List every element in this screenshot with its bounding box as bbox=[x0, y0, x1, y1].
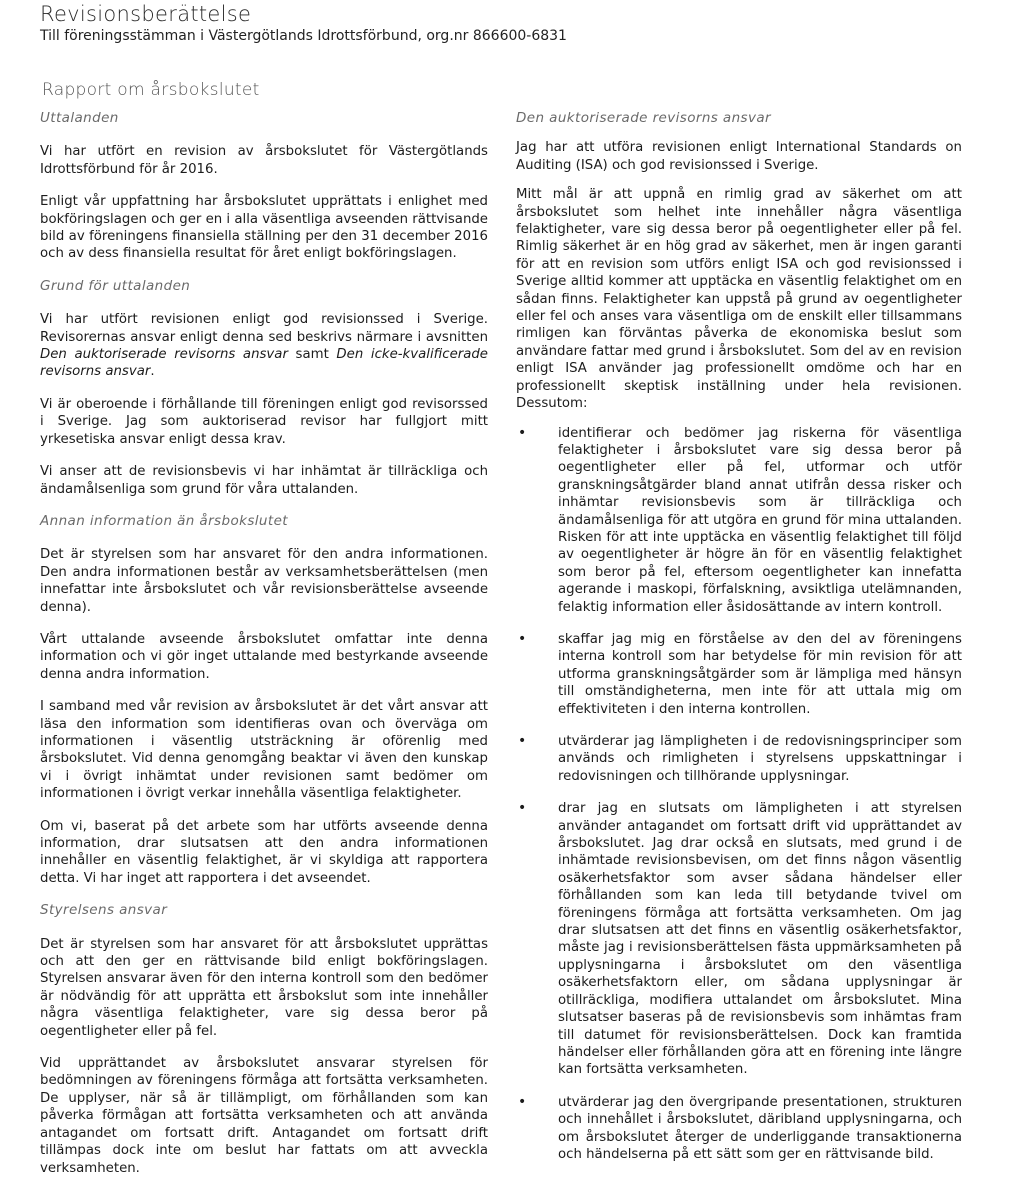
paragraph bbox=[40, 311, 488, 381]
heading-annan-information: Annan information än årsbokslutet bbox=[40, 512, 288, 529]
list-item-text: utvärderar jag lämpligheten i de redovisningsprinciper som används och rimligheten i styrelsens uppskattningar i redovisningen och tillhörande upplysningar. bbox=[558, 734, 962, 784]
right-column bbox=[516, 110, 962, 1178]
italic-ref: Den auktoriserade revisorns ansvar bbox=[40, 347, 288, 363]
section-title: Rapport om årsbokslutet bbox=[42, 80, 260, 100]
list-item bbox=[516, 800, 962, 1079]
bullet-icon: • bbox=[518, 800, 527, 817]
paragraph: Vi har utfört en revision av årsbokslutet för Västergötlands Idrottsförbund för år 2016. bbox=[40, 144, 488, 177]
heading-uttalanden: Uttalanden bbox=[40, 110, 119, 126]
heading-revisorns-ansvar: Den auktoriserade revisorns ansvar bbox=[516, 110, 771, 126]
bullet-icon: • bbox=[518, 630, 527, 647]
list-item-text: drar jag en slutsats om lämpligheten i att styrelsen använder antagandet om fortsatt drift vid upprättandet av årsbokslutet. Jag drar också en slutsats, med grund i de inhämtade revisionsbevisen, om det finns någon väsentlig osäkerhetsfaktor som avser sådana händelser eller förhållanden som kan leda till betydande tvivel om föreningens förmåga att fortsätta verksamheten. Om jag drar slutsatsen att det finns en väsentlig osäkerhetsfaktor, måste jag i revisionsberättelsen fästa uppmärksamheten på upplysningarna i årsbokslutet om den väsentliga osäkerhetsfaktorn eller, om sådana upplysningar är otillräckliga, modifiera uttalandet om årsbokslutet. Mina slutsatser baseras på de revisionsbevis som inhämtas fram till datumet för revisionsberättelsen. Dock kan framtida händelser eller förhållanden göra att en förening inte längre kan fortsätta verksamheten. bbox=[558, 801, 962, 1078]
list-item-text: identifierar och bedömer jag riskerna för väsentliga felaktigheter i årsbokslutet vare sig dessa beror på oegentligheter eller på fel, utformar och utför granskningsåtgärder bland annat utifrån dessa risker och inhämtar revisionsbevis som är tillräckliga och ändamålsenliga för att utgöra en grund för mina uttalanden. Risken för att inte upptäcka en väsentlig felaktighet till följd av oegentligheter är högre än för en väsentlig felaktighet som beror på fel, eftersom oegentligheter kan innefatta agerande i maskopi, förfalskning, avsiktliga utelämnanden, felaktig information eller åsidosättande av intern kontroll. bbox=[558, 425, 962, 615]
paragraph: I samband med vår revision av årsbokslutet är det vårt ansvar att läsa den information som identifieras ovan och överväga om informationen i väsentlig utsträckning är oförenlig med årsbokslutet. Vid denna genomgång beaktar vi även den kunskap vi i övrigt inhämtat under revisionen samt bedömer om informationen i övrigt verkar innehålla väsentliga felaktigheter. bbox=[40, 699, 488, 802]
left-column bbox=[40, 110, 488, 1192]
bullet-list bbox=[516, 425, 962, 1164]
document-header bbox=[40, 2, 567, 44]
document-title: Revisionsberättelse bbox=[40, 2, 252, 26]
list-item bbox=[516, 425, 962, 616]
bullet-icon: • bbox=[518, 424, 527, 441]
list-item bbox=[516, 733, 962, 785]
list-item bbox=[516, 631, 962, 718]
paragraph: Jag har att utföra revisionen enligt International Standards on Auditing (ISA) och god revisionssed i Sverige. bbox=[516, 140, 962, 173]
paragraph: Vi är oberoende i förhållande till föreningen enligt god revisorssed i Sverige. Jag som auktoriserad revisor har fullgjort mitt yrkesetiska ansvar enligt dessa krav. bbox=[40, 396, 488, 447]
bullet-icon: • bbox=[518, 1093, 527, 1110]
bullet-icon: • bbox=[518, 733, 527, 749]
heading-styrelsens-ansvar: Styrelsens ansvar bbox=[40, 902, 168, 919]
paragraph: Vi anser att de revisionsbevis vi har inhämtat är tillräckliga och ändamålsenliga som grund för våra uttalanden. bbox=[40, 464, 488, 497]
paragraph: Vid upprättandet av årsbokslutet ansvarar styrelsen för bedömningen av föreningens förmåga att fortsätta verksamheten. De upplyser, när så är tillämpligt, om förhållanden som kan påverka förmågan att fortsätta verksamheten och att använda antagandet om fortsatt drift. Antagandet om fortsatt drift tillämpas dock inte om beslut har fattats om att avveckla verksamheten. bbox=[40, 1056, 488, 1176]
document-subtitle: Till föreningsstämman i Västergötlands Idrottsförbund, org.nr 866600-6831 bbox=[40, 28, 567, 44]
italic-ref: Den icke-kvalificerade revisorns ansvar bbox=[40, 347, 488, 380]
paragraph: Om vi, baserat på det arbete som har utförts avseende denna information, drar slutsatsen att den andra informationen innehåller en väsentlig felaktighet, är vi skyldiga att rapportera detta. Vi har inget att rapportera i det avseendet. bbox=[40, 818, 488, 886]
list-item bbox=[516, 1094, 962, 1164]
list-item-text: skaffar jag mig en förståelse av den del av föreningens interna kontroll som har betydelse för min revision för att utforma granskningsåtgärder som är lämpliga med hänsyn till omständigheterna, men inte för att uttala mig om effektiviteten i den interna kontrollen. bbox=[558, 631, 962, 717]
paragraph: Vårt uttalande avseende årsbokslutet omfattar inte denna information och vi gör inget uttalande med bestyrkande avseende denna andra information. bbox=[40, 631, 488, 682]
text-span: samt bbox=[287, 347, 337, 363]
list-item-text: utvärderar jag den övergripande presentationen, strukturen och innehållet i årsbokslutet, däribland upplysningarna, och om årsbokslutet återger de underliggande transaktionerna och händelserna på ett sätt som ger en rättvisande bild. bbox=[558, 1094, 962, 1162]
paragraph: Det är styrelsen som har ansvaret för den andra informationen. Den andra informationen består av verksamhetsberättelsen (men innefattar inte årsbokslutet och vår revisionsberättelse avseende denna). bbox=[40, 547, 488, 615]
text-span: Vi har utfört revisionen enligt god revisionssed i Sverige. Revisorernas ansvar enligt denna sed beskrivs närmare i avsnitten bbox=[40, 312, 488, 345]
text-span: . bbox=[150, 364, 155, 380]
paragraph: Det är styrelsen som har ansvaret för att årsbokslutet upprättas och att den ger en rättvisande bild enligt bokföringslagen. Styrelsen ansvarar även för den interna kontroll som den bedömer är nödvändig för att upprätta ett årsbokslut som inte innehåller några väsentliga felaktigheter, vare sig dessa beror på oegentligheter eller på fel. bbox=[40, 936, 488, 1039]
paragraph: Enligt vår uppfattning har årsbokslutet upprättats i enlighet med bokföringslagen och ger en i alla väsentliga avseenden rättvisande bild av föreningens finansiella ställning per den 31 december 2016 och av dess finansiella resultat för året enligt bokföringslagen. bbox=[40, 194, 488, 262]
paragraph: Mitt mål är att uppnå en rimlig grad av säkerhet om att årsbokslutet som helhet inte innehåller några väsentliga felaktigheter, vare sig dessa beror på oegentligheter eller på fel. Rimlig säkerhet är en hög grad av säkerhet, men är ingen garanti för att en revision som utförs enligt ISA och god revisionssed i Sverige alltid kommer att upptäcka en väsentlig felaktighet om en sådan finns. Felaktigheter kan uppstå på grund av oegentligheter eller fel och anses vara väsentliga om de enskilt eller tillsammans rimligen kan förväntas påverka de ekonomiska beslut som användare fattar med grund i årsbokslutet. Som del av en revision enligt ISA använder jag professionellt omdöme och har en professionellt skeptisk inställning under hela revisionen. Dessutom: bbox=[516, 187, 962, 412]
heading-grund: Grund för uttalanden bbox=[40, 277, 191, 294]
